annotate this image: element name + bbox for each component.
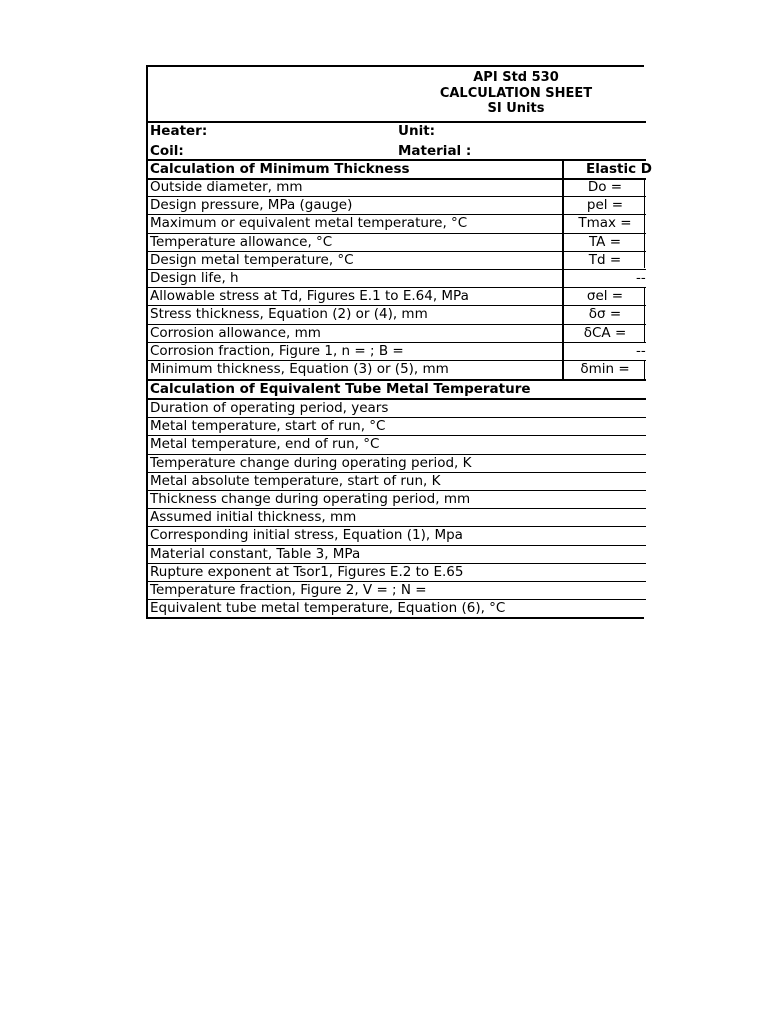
section2-row-label: Temperature change during operating period, K [150,454,472,471]
material-label: Material : [398,143,472,159]
section1-row-label: Design life, h [150,270,239,286]
section1-row-symbol: Tmax = [578,215,632,232]
title-line-3: SI Units [487,101,545,116]
section2-row-label: Metal absolute temperature, start of run, K [150,472,441,489]
section1-row-symbol: σel = [586,288,624,305]
section2-row-label: Duration of operating period, years [150,400,389,416]
section2-row-label: Metal temperature, start of run, °C [150,418,386,435]
section1-row-symbol: TA = [588,233,622,250]
section1-row-label: Outside diameter, mm [150,179,303,195]
section2-row-label: Temperature fraction, Figure 2, V = ; N = [150,582,427,598]
coil-label: Coil: [150,143,184,159]
unit-label: Unit: [398,123,436,139]
section1-row-label: Design pressure, MPa (gauge) [150,197,353,214]
section1-row-label: Stress thickness, Equation (2) or (4), mm [150,306,428,323]
section1-row-symbol: pel = [586,197,624,214]
section1-column-header: Elastic D [586,161,652,177]
calculation-sheet [146,65,652,619]
section2-row-label: Material constant, Table 3, MPa [150,545,361,562]
section1-row-label: Design metal temperature, °C [150,251,354,268]
section1-row-label: Minimum thickness, Equation (3) or (5), mm [150,361,449,377]
section1-title: Calculation of Minimum Thickness [150,161,410,177]
heater-label: Heater: [150,123,208,139]
section2-row-label: Corresponding initial stress, Equation (1), Mpa [150,527,463,544]
section1-row-symbol: δmin = [580,361,630,377]
section2-title: Calculation of Equivalent Tube Metal Temperature [150,381,531,397]
section1-row-label: Corrosion allowance, mm [150,324,321,341]
section2-row-label: Assumed initial thickness, mm [150,509,357,526]
section1-row-label: Maximum or equivalent metal temperature, °C [150,215,468,232]
section1-row-symbol: Do = [587,179,623,195]
divider [148,121,646,123]
title-line-2: CALCULATION SHEET [439,86,593,101]
section2-row-label: Rupture exponent at Tsor1, Figures E.2 to E.65 [150,563,464,580]
section1-row-symbol: δσ = [588,306,622,323]
section1-row-dash: -- [636,270,646,286]
section2-row-label: Equivalent tube metal temperature, Equation (6), °C [150,600,506,617]
title-line-1: API Std 530 [473,70,559,85]
section1-row-dash: -- [636,342,646,359]
section1-row-symbol: δCA = [583,324,627,341]
section1-row-label: Temperature allowance, °C [150,233,333,250]
section1-row-label: Allowable stress at Td, Figures E.1 to E.64, MPa [150,288,469,305]
section1-row-symbol: Td = [588,251,622,268]
section2-row-label: Metal temperature, end of run, °C [150,436,380,453]
section2-row-label: Thickness change during operating period, mm [150,491,471,507]
section1-row-label: Corrosion fraction, Figure 1, n = ; B = [150,342,404,359]
